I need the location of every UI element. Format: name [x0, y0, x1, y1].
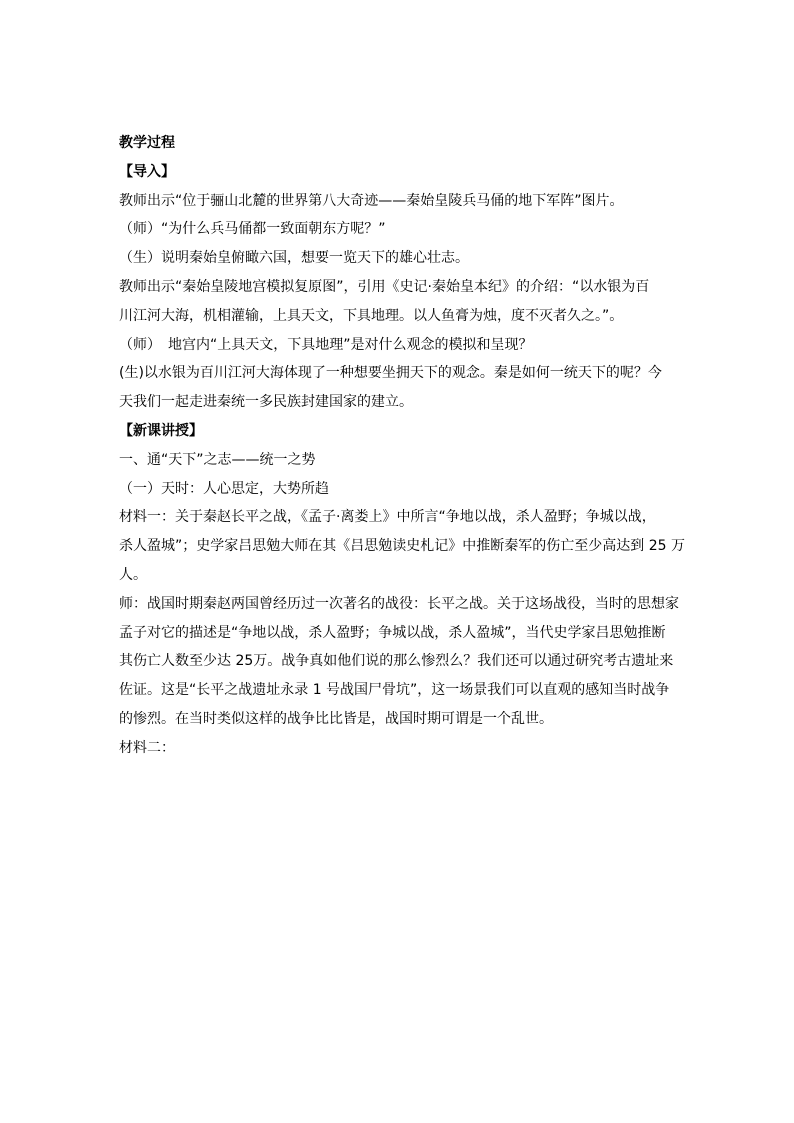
subsection-heading: 一、通“天下”之志——统一之势	[119, 451, 316, 468]
material-label: 材料二：	[119, 739, 175, 756]
text-line: 孟子对它的描述是“争地以战，杀人盈野；争城以战，杀人盈城”，当代史学家吕思勉推断	[119, 624, 666, 641]
text-line: 其伤亡人数至少达 25万。战争真如他们说的那么惨烈么？我们还可以通过研究考古遗址来	[119, 653, 674, 670]
section-heading-new-lesson: 【新课讲授】	[119, 422, 203, 439]
text-line: 杀人盈城”；史学家吕思勉大师在其《吕思勉读史札记》中推断秦军的伤亡至少高达到 25 万	[119, 538, 685, 555]
text-line: 的惨烈。在当时类似这样的战争比比皆是，战国时期可谓是一个乱世。	[119, 710, 553, 727]
text-line: 师：战国时期秦赵两国曾经历过一次著名的战役：长平之战。关于这场战役，当时的思想家	[119, 595, 679, 612]
text-line: (生)以水银为百川江河大海体现了一种想要坐拥天下的观念。秦是如何一统天下的呢？今	[119, 365, 662, 382]
text-line: （师） 地宫内“上具天文，下具地理”是对什么观念的模拟和呈现？	[119, 336, 533, 353]
text-line: 天我们一起走进秦统一多民族封建国家的建立。	[119, 394, 413, 411]
text-line: （师）“为什么兵马俑都一致面朝东方呢？”	[119, 221, 386, 238]
text-line: 人。	[119, 566, 147, 583]
text-line: 佐证。这是“长平之战遗址永录 1 号战国尸骨坑”，这一场景我们可以直观的感知当时战争	[119, 682, 670, 699]
text-line: 川江河大海，机相灌输，上具天文，下具地理。以人鱼膏为烛，度不灭者久之。”。	[119, 307, 624, 324]
text-line: 材料一：关于秦赵长平之战，《孟子·离娄上》中所言“争地以战，杀人盈野；争城以战，	[119, 509, 656, 526]
document-body	[119, 129, 685, 763]
subsection-heading: （一）天时：人心思定，大势所趋	[119, 480, 329, 497]
heading-teaching-process: 教学过程	[119, 135, 175, 151]
section-heading-intro: 【导入】	[119, 163, 175, 180]
text-line: 教师出示“位于骊山北麓的世界第八大奇迹——秦始皇陵兵马俑的地下军阵”图片。	[119, 192, 624, 209]
text-line: （生）说明秦始皇俯瞰六国，想要一览天下的雄心壮志。	[119, 250, 469, 267]
text-line: 教师出示“秦始皇陵地宫模拟复原图”，引用《史记·秦始皇本纪》的介绍：“以水银为百	[119, 278, 650, 295]
